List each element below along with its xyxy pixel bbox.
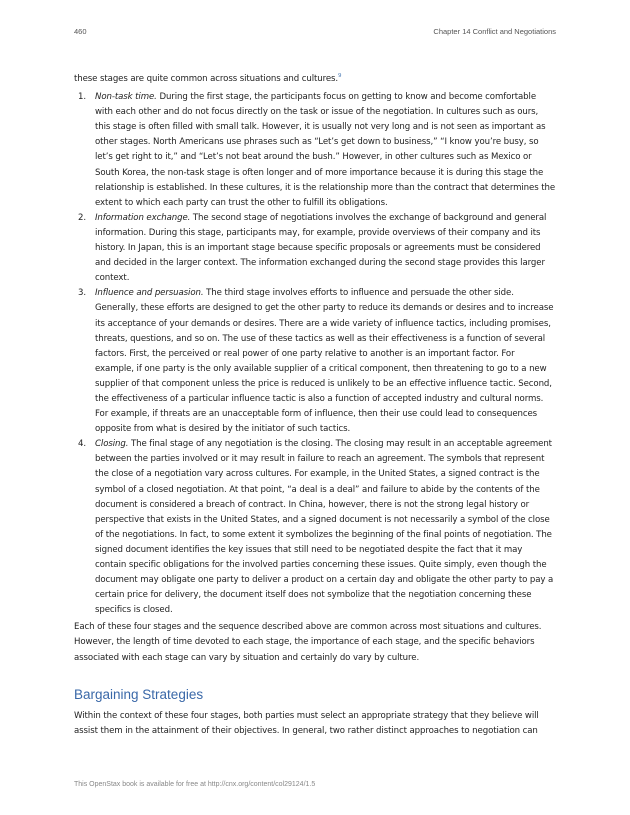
list-number: 3.: [78, 288, 86, 299]
intro-paragraph: [74, 72, 556, 87]
list-number: 1.: [78, 92, 86, 103]
running-header: [74, 27, 556, 39]
list-item: [74, 211, 556, 286]
section-heading: Bargaining Strategies: [74, 686, 204, 702]
list-item: [74, 90, 556, 211]
summary-paragraph: Each of these four stages and the sequence described above are common across most situations and cultures. However, the length of time devoted to each stage, the importance of each stage, and the specific behaviors associated with each stage can vary by situation and certainly do vary by culture.: [74, 622, 542, 663]
footnote-link[interactable]: 9: [338, 73, 342, 80]
page-content: [74, 72, 556, 739]
page-footer: This OpenStax book is available for free at http://cnx.org/content/col29124/1.5: [74, 781, 316, 788]
stage-term: Closing.: [95, 439, 129, 450]
list-number: 2.: [78, 212, 86, 223]
chapter-title: Chapter 14 Conflict and Negotiations: [433, 27, 556, 36]
stage-term: Influence and persuasion.: [95, 288, 204, 299]
section-paragraph: Within the context of these four stages, both parties must select an appropriate strategy that they believe will assist them in the attainment of their objectives. In general, two rather distinct approaches to negotiation can: [74, 710, 539, 736]
stage-text: The second stage of negotiations involves the exchange of background and general information. During this stage, participants may, for example, provide overviews of their company and its history. In Japan, this is an important stage because specific proposals or agreements must be considered and decided in the larger context. The information exchanged during the second stage provides this larger context.: [95, 212, 547, 284]
list-number: 4.: [78, 439, 86, 450]
stage-term: Non-task time.: [95, 92, 157, 103]
list-item: [74, 286, 556, 437]
list-item: [74, 437, 556, 618]
intro-text: these stages are quite common across situations and cultures.: [74, 74, 339, 84]
stage-term: Information exchange.: [95, 212, 191, 223]
page-number: 460: [74, 27, 87, 36]
stage-text: The final stage of any negotiation is the closing. The closing may result in an acceptable agreement between the parties involved or it may result in failure to reach an agreement. The symbols that represent the close of a negotiation vary across cultures. For example, in the United States, a signed contract is the symbol of a closed negotiation. At that point, “a deal is a deal” and failure to abide by the contents of the document is considered a breach of contract. In China, however, there is not the strong legal history or perspective that exists in the United States, and a signed document is not necessarily a symbol of the close of the negotiations. In fact, to some extent it symbolizes the beginning of the final points of negotiation. The signed document identifies the key issues that still need to be negotiated despite the fact that it may contain specific obligations for the involved parties concerning these issues. Quite simply, even though the document may obligate one party to deliver a product on a certain day and obligate the other party to pay a certain price for delivery, the document itself does not symbolize that the negotiation concerning these specifics is closed.: [95, 439, 554, 616]
stages-list: [74, 90, 556, 618]
stage-text: During the first stage, the participants focus on getting to know and become comfortable with each other and do not focus directly on the task or issue of the negotiation. In cultures such as ours, this stage is often filled with small talk. However, it is usually not very long and is not seen as important as other stages. North Americans use phrases such as “Let’s get down to business,” “I know you’re busy, so let’s get right to it,” and “Let’s not beat around the bush.” However, in other cultures such as Mexico or South Korea, the non-task stage is often longer and of more importance because it is during this stage the relationship is established. In these cultures, it is the relationship more than the contract that determines the extent to which each party can trust the other to fulfill its obligations.: [95, 92, 556, 208]
stage-text: The third stage involves efforts to influence and persuade the other side. Generally, these efforts are designed to get the other party to reduce its demands or desires and to increase its acceptance of your demands or desires. There are a wide variety of influence tactics, including promises, threats, questions, and so on. The use of these tactics as well as their effectiveness is a function of several factors. First, the perceived or real power of one party relative to another is an important factor. For example, if one party is the only available supplier of a critical component, then threatening to go to a new supplier of that component unless the price is reduced is unlikely to be an effective influence tactic. Second, the effectiveness of a particular influence tactic is also a function of accepted industry and cultural norms. For example, if threats are an unacceptable form of influence, then their use could lead to consequences opposite from what is desired by the initiator of such tactics.: [95, 288, 554, 435]
